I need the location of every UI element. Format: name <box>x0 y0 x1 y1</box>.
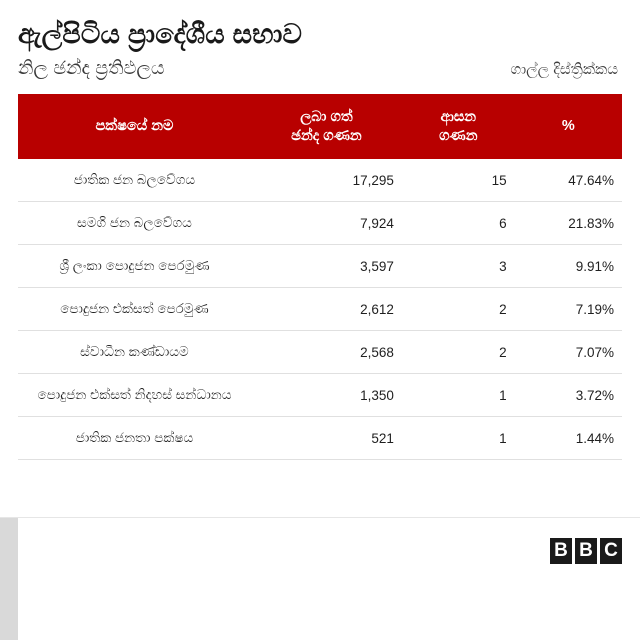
cell-party-name: පොදුජන එක්සත් පෙරමුණ <box>18 288 251 331</box>
cell-votes: 521 <box>251 417 402 460</box>
column-header-party: පක්ෂයේ නම <box>18 94 251 160</box>
cell-party-name: පොදුජන එක්සත් නිදහස් සන්ධානය <box>18 374 251 417</box>
cell-votes: 17,295 <box>251 159 402 202</box>
column-header-seats-line1: ආසන <box>440 108 477 125</box>
cell-percent: 1.44% <box>515 417 622 460</box>
cell-percent: 47.64% <box>515 159 622 202</box>
cell-votes: 3,597 <box>251 245 402 288</box>
cell-percent: 3.72% <box>515 374 622 417</box>
column-header-votes-line2: ඡන්ද ගණන <box>291 127 362 144</box>
left-gray-strip <box>0 518 18 640</box>
page-title: ඇල්පිටිය ප්‍රාදේශීය සභාව <box>18 19 303 49</box>
cell-percent: 9.91% <box>515 245 622 288</box>
table-row <box>18 374 622 417</box>
cell-votes: 2,612 <box>251 288 402 331</box>
table-row <box>18 202 622 245</box>
column-header-seats <box>402 94 515 160</box>
bbc-logo-letter-2: B <box>575 538 597 564</box>
column-header-seats-line2: ගණන <box>439 127 478 144</box>
card-header <box>0 0 640 80</box>
table-row <box>18 245 622 288</box>
table-row <box>18 331 622 374</box>
cell-party-name: ස්වාධීන කණ්ඩායම <box>18 331 251 374</box>
cell-seats: 15 <box>402 159 515 202</box>
cell-seats: 1 <box>402 374 515 417</box>
bbc-logo-letter-1: B <box>550 538 572 564</box>
table-header-row <box>18 94 622 160</box>
cell-party-name: ජාතික ජන බලවේගය <box>18 159 251 202</box>
cell-percent: 21.83% <box>515 202 622 245</box>
table-row <box>18 159 622 202</box>
cell-seats: 2 <box>402 331 515 374</box>
cell-party-name: සමගි ජන බලවේගය <box>18 202 251 245</box>
column-header-votes-line1: ලබා ගත් <box>300 108 353 125</box>
table-row <box>18 417 622 460</box>
cell-party-name: ශ්‍රී ලංකා පොදුජන පෙරමුණ <box>18 245 251 288</box>
results-table <box>18 94 622 461</box>
cell-percent: 7.19% <box>515 288 622 331</box>
cell-votes: 1,350 <box>251 374 402 417</box>
table-body <box>18 159 622 460</box>
page-subtitle: නිල ඡන්ද ප්‍රතිඵලය <box>18 57 165 79</box>
cell-seats: 1 <box>402 417 515 460</box>
cell-votes: 2,568 <box>251 331 402 374</box>
bbc-logo-letter-3: C <box>600 538 622 564</box>
cell-votes: 7,924 <box>251 202 402 245</box>
footer-band <box>0 517 640 640</box>
cell-party-name: ජාතික ජනතා පක්ෂය <box>18 417 251 460</box>
table-header <box>18 94 622 160</box>
table-row <box>18 288 622 331</box>
results-table-wrap <box>18 94 622 461</box>
subtitle-row <box>18 58 622 80</box>
cell-seats: 2 <box>402 288 515 331</box>
column-header-percent: % <box>515 94 622 160</box>
cell-percent: 7.07% <box>515 331 622 374</box>
cell-seats: 6 <box>402 202 515 245</box>
bbc-logo <box>550 538 622 564</box>
district-label: ගාල්ල දිස්ත්‍රික්කය <box>510 60 618 78</box>
cell-seats: 3 <box>402 245 515 288</box>
column-header-votes <box>251 94 402 160</box>
